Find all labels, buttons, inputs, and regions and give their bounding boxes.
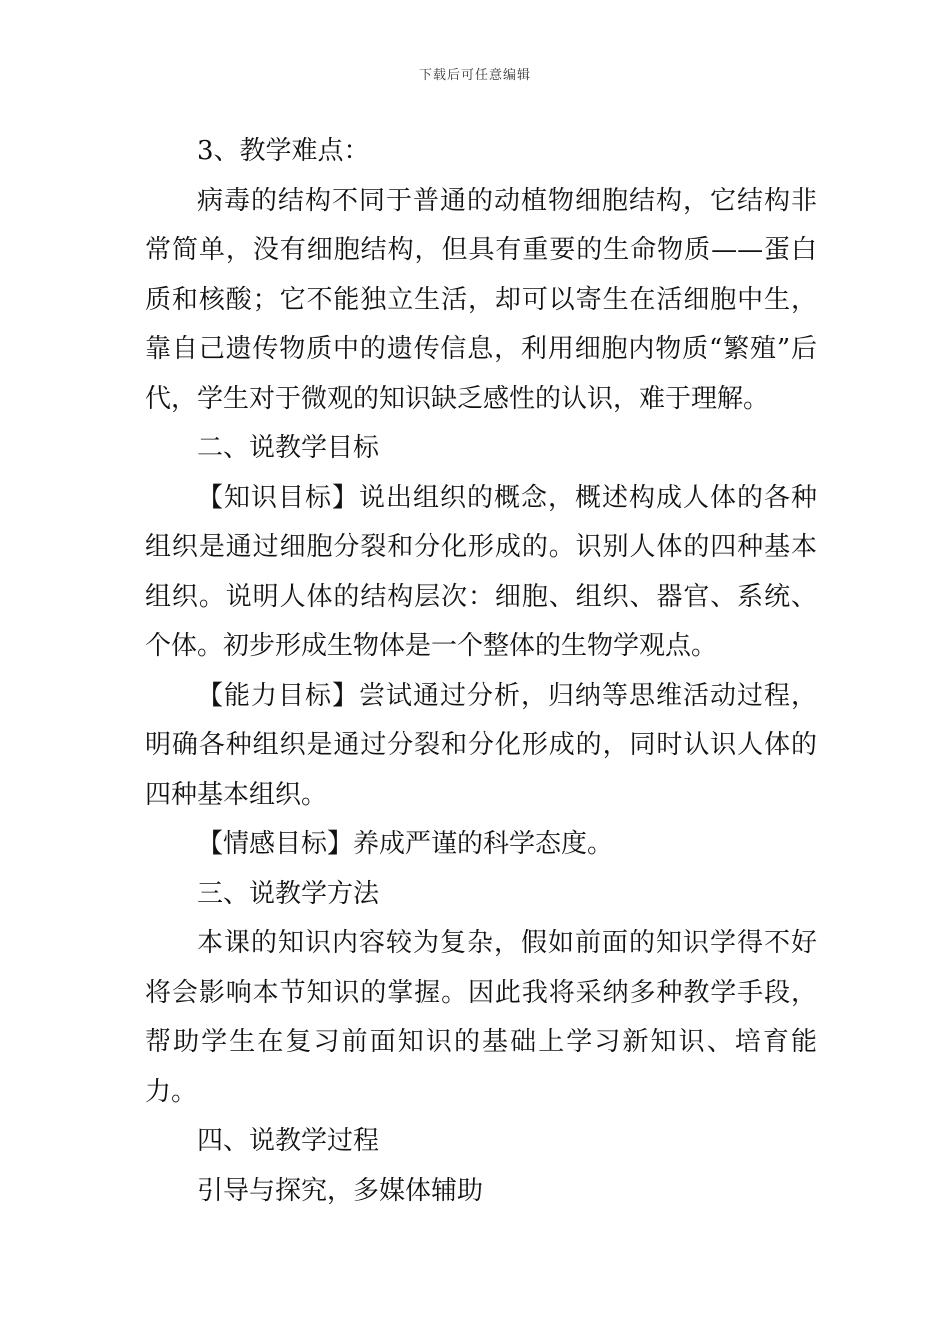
paragraph-difficulty-text: 病毒的结构不同于普通的动植物细胞结构，它结构非常简单，没有细胞结构，但具有重要的生命物质——蛋白质和核酸；它不能独立生活，却可以寄生在活细胞中生，靠自己遗传物质中的遗传信息，利用细胞内物质“繁殖”后代，学生对于微观的知识缺乏感性的认识，难于理解。	[145, 185, 817, 414]
paragraph-ability-objective: 【能力目标】尝试通过分析，归纳等思维活动过程，明确各种组织是通过分裂和分化形成的，同时认识人体的四种基本组织。	[145, 680, 817, 810]
section-heading-objectives: 二、说教学目标	[197, 433, 380, 463]
document-body	[145, 127, 817, 1216]
paragraph-process-text: 引导与探究，多媒体辅助	[197, 1175, 484, 1206]
page-header: 下载后可任意编辑	[418, 68, 531, 83]
paragraph-emotion-objective: 【情感目标】养成严谨的科学态度。	[197, 829, 614, 859]
section-heading-methods: 三、说教学方法	[197, 878, 380, 909]
section-heading-process: 四、说教学过程	[197, 1126, 380, 1156]
section-heading-difficulty: 3、教学难点：	[197, 136, 370, 166]
paragraph-knowledge-objective: 【知识目标】说出组织的概念，概述构成人体的各种组织是通过细胞分裂和分化形成的。识别人体的四种基本组织。说明人体的结构层次：细胞、组织、器官、系统、个体。初步形成生物体是一个整体的生物学观点。	[145, 482, 817, 661]
paragraph-methods-text: 本课的知识内容较为复杂，假如前面的知识学得不好将会影响本节知识的掌握。因此我将采纳多种教学手段，帮助学生在复习前面知识的基础上学习新知识、培育能力。	[145, 928, 817, 1107]
